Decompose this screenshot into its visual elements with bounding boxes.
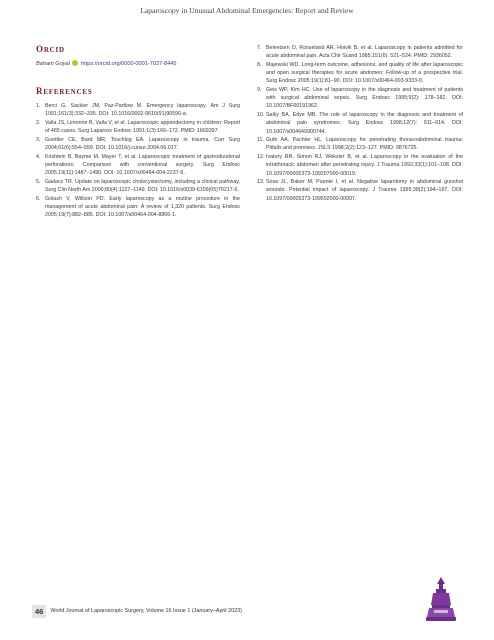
reference-text: Beleetsen O, Rosseland AR, Hoivik B, et al. Laparoscopy in patients admitted for acute abdominal pain. Acta Chir Scand 1985;151(6): 521–524. PMID: 2936052. xyxy=(266,45,463,60)
page-footer xyxy=(32,604,242,618)
journal-citation: World Journal of Laparoscopic Surgery, Volume 16 Issue 1 (January–April 2023) xyxy=(50,608,242,614)
running-head: Laparoscopy in Unusual Abdominal Emergencies: Report and Review xyxy=(140,6,354,15)
reference-text: Valla JS, Limonne B, Valla V, et al. Laparoscopic appendectomy in children: Report of 465 cases. Surg Laparosc Endosc 1991;1(3):166–172. PMID: 1669397. xyxy=(45,119,240,135)
reference-number: 2. xyxy=(36,119,41,126)
reference-text: Sosa JL, Baker M, Puente I, et al. Negative laparotomy in abdominal gunshot wounds: Potential impact of laparoscopy. J Trauma 1995;38(2):194–197. DOI: 10.1097/00005373-199502000-00007. xyxy=(266,179,463,202)
reference-text: Geis WP, Kim HC. Use of laparoscopy in the diagnosis and treatment of patients with surgical abdominal sepsis. Surg Endosc 1995;9(2): 178–182. DOI: 10.1007/BF00191962. xyxy=(266,87,463,110)
orcid-icon xyxy=(72,60,78,66)
reference-text: Majewski WD. Long-term outcome, adhesions, and quality of life after laparoscopic and open surgical therapies for acute abdomen: Follow-up of a prospective trial. Surg Endosc 2005;19(1):81–90. DOI: 10.1007/s00464-003-9333-0. xyxy=(266,61,463,85)
reference-item xyxy=(36,178,240,194)
reference-number: 10. xyxy=(257,112,265,119)
orcid-heading-rest: RCID xyxy=(43,46,65,54)
reference-item xyxy=(257,86,463,111)
reference-item xyxy=(36,195,240,220)
reference-number: 9. xyxy=(257,87,262,94)
reference-text: Guth AA, Pachter HL. Laparoscopy for penetrating thoracoabdominal trauma: Pitfalls and promises. JSLS 1998;2(2):123–127. PMID: 9876725. xyxy=(266,137,463,152)
orcid-heading-initial: O xyxy=(36,44,44,54)
reference-text: Golash V, Willson PD. Early laparoscopy as a routine procedure in the management of acute abdominal pain: A review of 1,320 patients. Surg Endosc 2005;19(7):882–885. DOI: 10.1007/s00464-004-8866-1. xyxy=(45,195,240,219)
reference-item xyxy=(257,178,463,203)
reference-item xyxy=(257,44,463,60)
reference-number: 4. xyxy=(36,153,41,160)
page-number: 46 xyxy=(32,605,46,618)
reference-item xyxy=(257,111,463,136)
right-column xyxy=(257,44,463,203)
reference-number: 11. xyxy=(257,137,264,144)
orcid-author: Baham Goyal xyxy=(36,61,70,67)
reference-text: Berci G, Sackier JM, Paz-Partlow M. Emergency laparoscopy. Am J Surg 1991;161(3):332–335. DOI: 10.1016/0002-9610(91)90590-a. xyxy=(45,103,240,118)
orcid-heading xyxy=(36,44,240,54)
reference-number: 6. xyxy=(36,195,41,202)
reference-item xyxy=(257,136,463,152)
reference-number: 3. xyxy=(36,136,41,143)
reference-number: 1. xyxy=(36,103,41,109)
left-column xyxy=(36,44,240,220)
reference-item xyxy=(36,102,240,118)
reference-text: Ivatury RR, Simon RJ, Weksler B, et al. Laparoscopy in the evaluation of the intrathoracic abdomen after penetrating injury. J Trauma 1992;33(1):101–108. DOI: 10.1097/00005373-199207000-00019. xyxy=(266,154,463,177)
references-heading xyxy=(36,86,240,96)
reference-item xyxy=(36,153,240,178)
reference-text: Gadacz TR. Update on laparoscopic cholecystectomy, including a clinical pathway. Surg Clin North Am 2000;80(4):1127–1149. DOI: 10.1016/s0039-6109(05)70217-6. xyxy=(45,178,240,194)
references-heading-initial: R xyxy=(36,86,44,96)
reference-number: 5. xyxy=(36,178,41,185)
references-heading-rest: EFERENCES xyxy=(43,88,93,96)
reference-text: Salky BA, Edye MB. The role of laparoscopy in the diagnosis and treatment of abdominal pain syndromes. Surg Endosc 1998;12(7): 911–914. DOI: 10.1007/s004649900744. xyxy=(266,112,463,135)
reference-number: 8. xyxy=(257,61,262,68)
reference-item xyxy=(257,61,463,86)
orcid-entry xyxy=(36,60,240,67)
reference-number: 13. xyxy=(257,179,265,186)
reference-text: Kirshtein B, Bayme M, Mayer T, et al. Laparoscopic treatment of gastroduodenal perforations: Comparison with conventional surgery. Surg Endosc 2005;19(11):1487–1490. DOI: 10.1007/s00464-004-2237-9. xyxy=(45,153,240,177)
reference-list-right xyxy=(257,44,463,203)
reference-number: 7. xyxy=(257,45,262,51)
reference-item xyxy=(257,153,463,178)
reference-list-left xyxy=(36,102,240,219)
reference-item xyxy=(36,136,240,152)
orcid-link[interactable]: https://orcid.org/0000-0001-7037-8445 xyxy=(81,61,177,67)
journal-logo-icon xyxy=(424,575,458,623)
reference-text: Goettler CE, Bard MR, Toschlog EA. Laparoscopy in trauma. Curr Surg 2004;61(6):554–559. DOI: 10.1016/j.cursur.2004.06.017. xyxy=(45,136,240,152)
reference-number: 12. xyxy=(257,154,265,161)
reference-item xyxy=(36,119,240,135)
